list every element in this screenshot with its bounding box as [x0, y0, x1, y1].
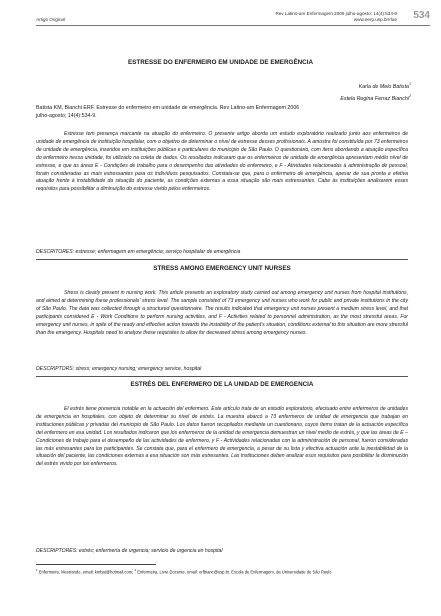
- page-number: 534: [413, 10, 430, 21]
- abstract-spanish-heading: ESTRÉS DEL ENFERMERO DE LA UNIDAD DE EMERGENCIA: [130, 381, 314, 388]
- author-1: Karla de Melo Batista$^1$: [358, 82, 411, 90]
- footnote-divider: [36, 564, 156, 565]
- citation: [36, 104, 408, 120]
- article-title: ESTRESSE DO ENFERMEIRO EM UNIDADE DE EMERGÊNCIA: [127, 59, 314, 66]
- author-list: [340, 80, 411, 104]
- journal-reference: [275, 11, 397, 23]
- footnote: $^1$ Enfermeira, Mestrando, email: kmbat@hotmail.com; $^2$ Enfermeira, Livre Docente, email: erfbianc@usp.br. Escola de Enfermagem, da Universidade de São Paulo: [36, 568, 332, 575]
- journal-url[interactable]: www.eerp.usp.br/rlae: [353, 17, 397, 22]
- abstract-english-heading: STRESS AMONG EMERGENCY UNIT NURSES: [153, 265, 291, 272]
- article-type-label: Artigo Original: [36, 17, 66, 22]
- header-divider: [36, 25, 430, 26]
- journal-citation-line: Rev Latino-am Enfermagem 2006 julho-agosto; 14(4):534-9: [275, 11, 397, 16]
- section-divider: [36, 259, 408, 260]
- descriptors-english: DESCRIPTORS: stress; emergency nursing; emergency service, hospital: [36, 366, 202, 372]
- abstract-portuguese: Estresse tem presença marcante na atuação do enfermeiro. O presente artigo aborda um estudo exploratório realizado junto aos enfermeiros de unidade de emergência de instituição hospitalar, com o objetivo de determinar o nível de estresse desses profissionais. A amostra foi constituída por 73 enfermeiros de unidade de emergência, inseridos em instituições públicas e particulares do município de São Paulo. O questionário, com itens abordando a atuação específica do enfermeiro nessa unidade, foi utilizado na coleta de dados. Os resultados indicaram que os enfermeiros de unidade de emergência apresentam médio nível de estresse, e que as áreas E - Condições de trabalho para o desempenho das atividades do enfermeiro, e F - Atividades relacionadas à administração de pessoal, foram consideradas as mais estressantes para os indivíduos pesquisados. Constata-se que, para o enfermeiro de emergência, apesar de sua pronta e efetiva atuação frente à instabilidade da situação do paciente, as condições externas a essa situação são mais estressantes. Cabe às instituições analisarem esses requisitos para possibilitar a diminuição do estresse vivido pelos enfermeiros.: [36, 131, 408, 193]
- section-divider: [36, 376, 408, 377]
- abstract-english: Stress is clearly present in nursing work. This article presents an exploratory study carried out among emergency unit nurses from hospital institutions, and aimed at determining these professionals' stress level. The sample consisted of 73 emergency unit nurses who work for public and private institutions in the city of São Paulo. The data was collected through a structured questionnaire. The results indicated that emergency unit nurses present a medium stress level, and that participants considered E - Work Conditions to perform nursing activities, and F - Activities related to personnel administration, as the most stressful areas. For emergency unit nurses, in spite of the ready and effective action towards the instability of the patient's situation, conditions external to this situation are more stressful than the emergency. Hospitals need to analyze these requisites to allow for decreased stress among emergency nurses.: [36, 290, 408, 336]
- abstract-spanish: El estrés tiene presencia notable en la actuación del enfermero. Este artículo trata de un estudio exploratorio, efectuado entre enfermeros de unidades de emergencia en hospitales, con objeto de determinar su nivel de estrés. La muestra abarcó a 73 enfermeros de unidad de emergencia que trabajan en instituciones públicas y privadas del municipio de São Paulo. Los datos fueron recopilados mediante un cuestionario, cuyos ítems tratan de la actuación específica del enfermero en esa unidad. Los resultados indicaron que los enfermeros de la unidad de emergencia demuestran un nivel medio de estrés, y que las áreas de E – Condiciones de trabajo para el desempeño de las actividades de enfermero, y F - Actividades relacionadas con la administración de personal, fueron consideradas las más estresantes para los participantes. Se constata que, para el enfermero de emergencia, a pesar de su lista y efectiva actuación ante la inestabilidad de la situación del paciente, las condiciones externas a esa situación son más estresantes. Las instituciones deben analizar esos requisitos para posibilitar la disminución del estrés vivido por los enfermeros.: [36, 406, 408, 468]
- descriptors-spanish: DESCRIPTORES: estrés; enfermería de urgencia; servicio de urgencia en hospital: [36, 548, 223, 554]
- citation-line-1: Batista KM, Bianchi ERF. Estresse do enfermeiro em unidade de emergência. Rev Latino-am Enfermagem 2006: [36, 105, 300, 111]
- author-2: Estela Regina Ferraz Bianchi$^2$: [340, 93, 411, 102]
- descriptors-portuguese: DESCRITORES: estresse; enfermagem em emergência; serviço hospitalar de emergência: [36, 249, 241, 255]
- citation-line-2: julho-agosto; 14(4):534-9.: [36, 113, 97, 120]
